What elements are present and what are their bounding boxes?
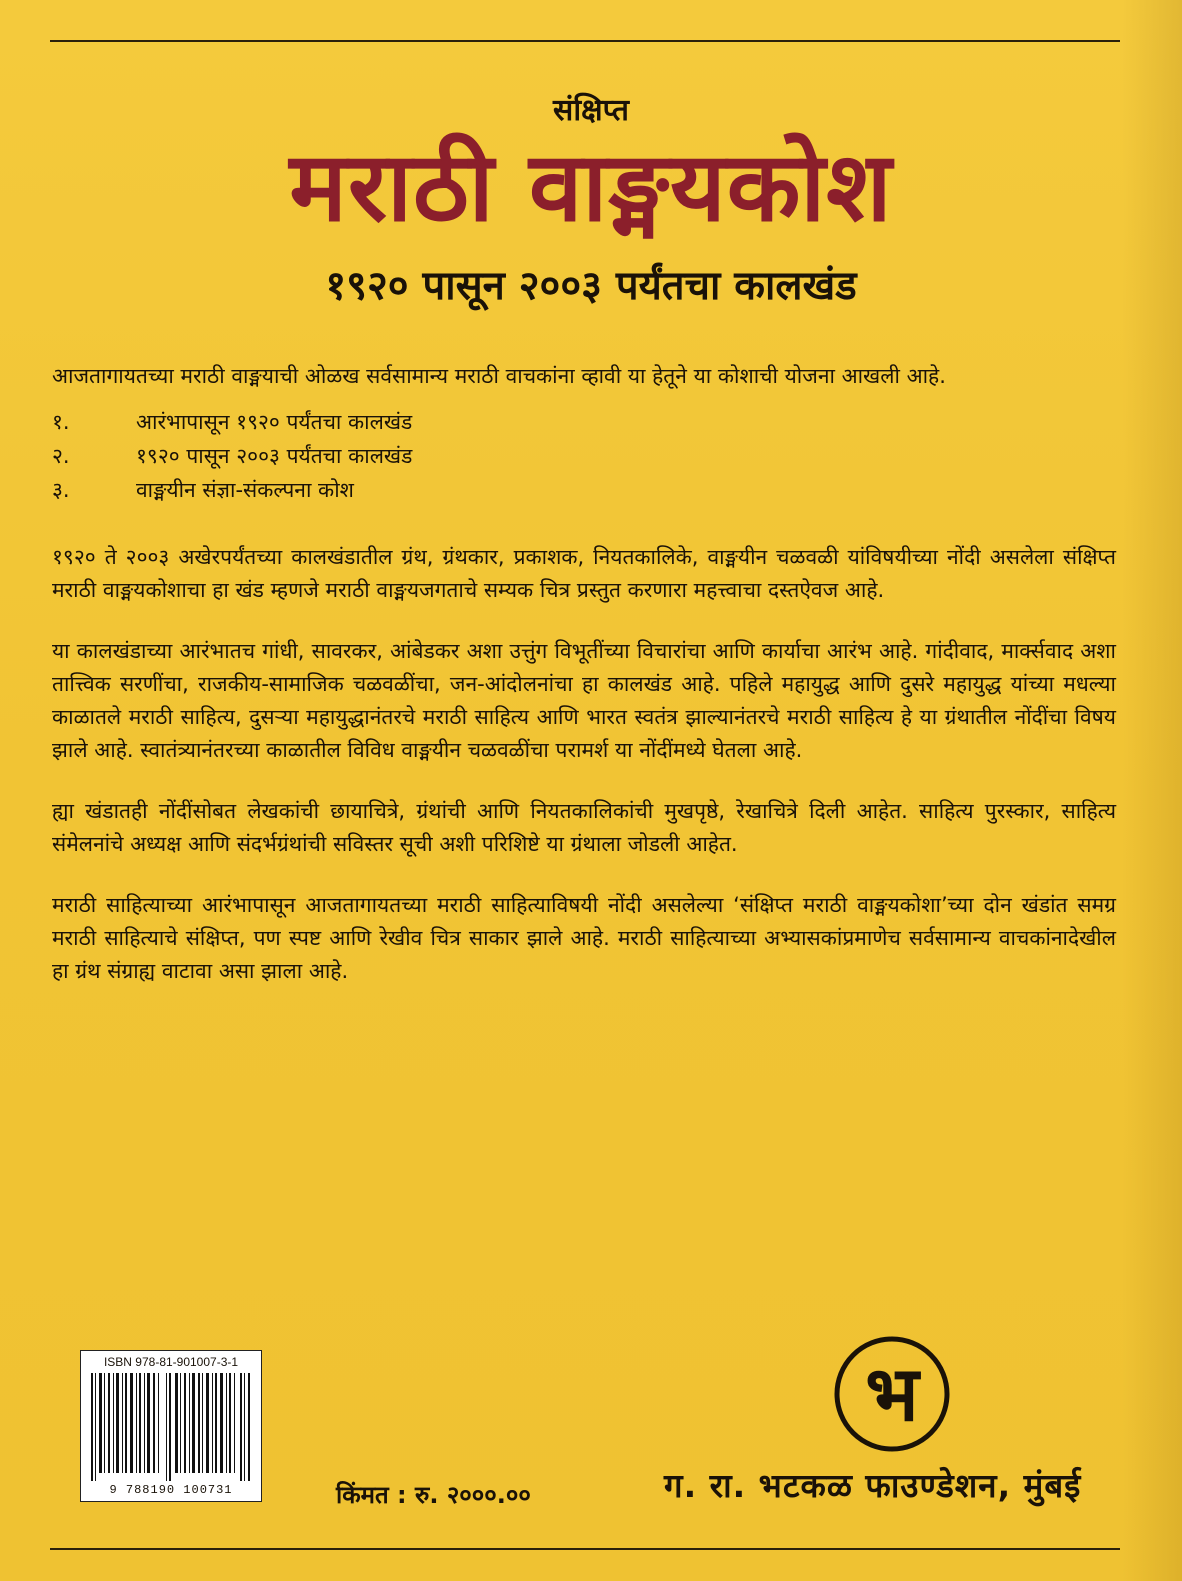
publisher-name: ग. रा. भटकळ फाउण्डेशन, मुंबई [664, 1466, 1082, 1505]
barcode-digits: 9 788190 100731 [109, 1483, 233, 1497]
overline-text: संक्षिप्त [553, 93, 629, 128]
bottom-rule [50, 1548, 1120, 1550]
list-item [52, 473, 1116, 507]
list-label: वाङ्मयीन संज्ञा-संकल्पना कोश [136, 478, 354, 502]
volume-list [52, 405, 1116, 507]
price-label: किंमत : रु. २०००.०० [336, 1481, 531, 1509]
paragraph: ह्या खंडातही नोंदींसोबत लेखकांची छायाचित्रे, ग्रंथांची आणि नियतकालिकांची मुखपृष्ठे, रेखाचित्रे दिली आहेत. साहित्य पुरस्कार, साहित्य संमेलनांचे अध्यक्ष आणि संदर्भग्रंथांची सविस्तर सूची अशी परिशिष्टे या ग्रंथाला जोडली आहेत. [52, 799, 1116, 856]
barcode-icon [89, 1373, 253, 1481]
paragraph: मराठी साहित्याच्या आरंभापासून आजतागायतच्या मराठी साहित्याविषयी नोंदी असलेल्या ‘संक्षिप्त मराठी वाङ्मयकोशा’च्या दोन खंडांत समग्र मराठी साहित्याचे संक्षिप्त, पण स्पष्ट आणि रेखीव चित्र साकार झाले आहे. मराठी साहित्याच्या अभ्यासकांप्रमाणेच सर्वसामान्य वाचकांनादेखील हा ग्रंथ संग्राह्य वाटावा असा झाला आहे. [52, 893, 1116, 983]
book-subtitle: १९२० पासून २००३ पर्यंतचा कालखंड [325, 263, 857, 309]
list-number: ३. [52, 478, 70, 502]
list-number: २. [52, 444, 70, 468]
paragraph: या कालखंडाच्या आरंभातच गांधी, सावरकर, आंबेडकर अशा उत्तुंग विभूतींच्या विचारांचा आणि कार्याचा आरंभ आहे. गांदीवाद, मार्क्सवाद अशा तात्त्विक सरणींचा, राजकीय-सामाजिक चळवळींचा, जन-आंदोलनांचा हा कालखंड आहे. पहिले महायुद्ध आणि दुसरे महायुद्ध यांच्या मधल्या काळातले मराठी साहित्य, दुसऱ्या महायुद्धानंतरचे मराठी साहित्य आणि भारत स्वतंत्र झाल्यानंतरचे मराठी साहित्य हे या ग्रंथातील नोंदींचा विषय झाले आहे. स्वातंत्र्यानंतरच्या काळातील विविध वाङ्मयीन चळवळींचा परामर्श या नोंदींमध्ये घेतला आहे. [52, 639, 1116, 762]
paragraph: १९२० ते २००३ अखेरपर्यंतच्या कालखंडातील ग्रंथ, ग्रंथकार, प्रकाशक, नियतकालिके, वाङ्मयीन चळवळी यांविषयीच्या नोंदी असलेला संक्षिप्त मराठी वाङ्मयकोशाचा हा खंड म्हणजे मराठी वाङ्मयजगताचे सम्यक चित्र प्रस्तुत करणारा महत्त्वाचा दस्तऐवज आहे. [52, 545, 1116, 602]
barcode-box [80, 1350, 262, 1502]
list-item [52, 405, 1116, 439]
book-title: मराठी वाङ्मयकोश [289, 131, 893, 243]
intro-paragraph: आजतागायतच्या मराठी वाङ्मयाची ओळख सर्वसामान्य मराठी वाचकांना व्हावी या हेतूने या कोशाची योजना आखली आहे. [52, 364, 946, 388]
list-number: १. [52, 410, 70, 434]
publisher-logo-icon [832, 1334, 952, 1454]
isbn-label: ISBN 978-81-901007-3-1 [103, 1355, 239, 1369]
blurb-body [52, 360, 1116, 1016]
logo-letter: भ [865, 1349, 919, 1438]
top-rule [50, 40, 1120, 42]
list-label: १९२० पासून २००३ पर्यंतचा कालखंड [136, 444, 413, 468]
list-item [52, 439, 1116, 473]
list-label: आरंभापासून १९२० पर्यंतचा कालखंड [136, 410, 413, 434]
